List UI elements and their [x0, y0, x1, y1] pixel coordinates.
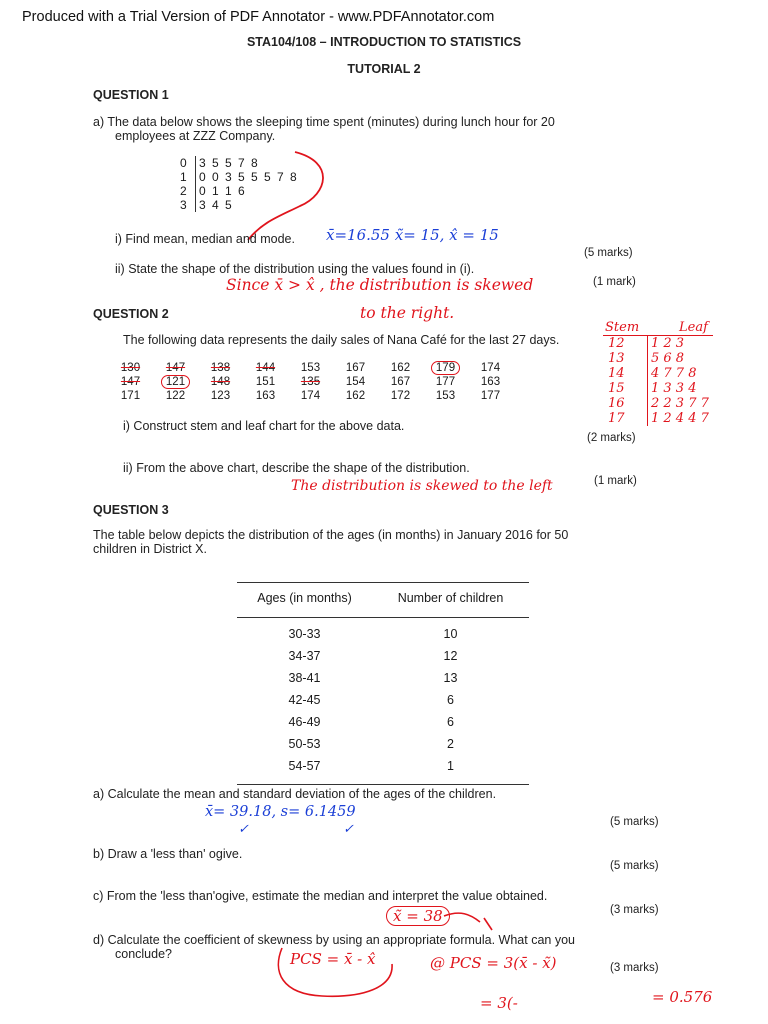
- table-row: 54-57 1: [237, 755, 529, 785]
- table-row: 42-45 6: [288, 693, 454, 707]
- q2-part-ii-answer: The distribution is skewed to the left: [291, 478, 553, 494]
- q3-part-b-marks: (5 marks): [610, 860, 659, 872]
- table-row: 12 1 2 3: [605, 336, 712, 351]
- arrow-annotation-icon: [440, 906, 510, 934]
- q3-part-d-answer-4: = 0.576: [652, 988, 713, 1006]
- q1-intro-2: employees at ZZZ Company.: [115, 129, 276, 143]
- stem-row: 2 0 1 1 6: [180, 184, 247, 198]
- q3-part-a-marks: (5 marks): [610, 816, 659, 828]
- q2-part-i-marks: (2 marks): [587, 432, 636, 444]
- table-header-row: Ages (in months) Number of children: [237, 583, 529, 618]
- table-row: 16 2 2 3 7 7: [605, 396, 712, 411]
- q3-part-d-marks: (3 marks): [610, 962, 659, 974]
- hand-leaf-header: Leaf: [679, 320, 708, 335]
- stem-row: 1 0 0 3 5 5 5 7 8: [180, 170, 299, 184]
- q3-part-d-answer-1: PCS = x̄ - x̂: [290, 950, 376, 968]
- q1-part-i-answer: x̄=16.55 x̃= 15, x̂ = 15: [326, 226, 499, 244]
- q1-part-i: i) Find mean, median and mode.: [115, 232, 295, 246]
- watermark-text: Produced with a Trial Version of PDF Annotator - www.PDFAnnotator.com: [22, 9, 495, 25]
- table-row: 13 5 6 8: [605, 351, 712, 366]
- tutorial-title: TUTORIAL 2: [347, 62, 421, 76]
- q3-part-d-2: conclude?: [115, 947, 172, 961]
- q2-handwritten-stem-leaf: [605, 320, 713, 426]
- q2-heading: QUESTION 2: [93, 307, 169, 321]
- table-row: 147 121 148 151 135 154 167 177 163: [120, 376, 501, 388]
- check-mark-icon: ✓: [238, 822, 249, 837]
- table-row: 14 4 7 7 8: [605, 366, 712, 381]
- q1-heading: QUESTION 1: [93, 88, 169, 102]
- q1-part-ii-marks: (1 mark): [593, 276, 636, 288]
- table-row: 15 1 3 3 4: [605, 381, 712, 396]
- table-row: 130 147 138 144 153 167 162 179 174: [120, 362, 501, 374]
- q2-part-ii: ii) From the above chart, describe the shape of the distribution.: [123, 461, 470, 475]
- q1-part-ii-answer-2: to the right.: [360, 304, 455, 322]
- q3-part-a: a) Calculate the mean and standard deviation of the ages of the children.: [93, 787, 497, 801]
- q2-sales-table: [108, 361, 513, 403]
- q2-part-ii-marks: (1 mark): [594, 475, 637, 487]
- q2-intro: The following data represents the daily sales of Nana Café for the last 27 days.: [123, 333, 560, 347]
- q2-part-i: i) Construct stem and leaf chart for the above data.: [123, 419, 405, 433]
- q3-heading: QUESTION 3: [93, 503, 169, 517]
- table-row: 17 1 2 4 4 7: [605, 411, 712, 426]
- table-row: 34-37 12: [288, 649, 458, 663]
- course-title: STA104/108 – INTRODUCTION TO STATISTICS: [246, 35, 522, 49]
- q1-part-ii: ii) State the shape of the distribution using the values found in (i).: [115, 262, 475, 276]
- q3-intro: The table below depicts the distribution of the ages (in months) in January 2016 for 50: [93, 528, 569, 542]
- stem-row: 3 3 4 5: [180, 198, 234, 212]
- q3-age-table: [237, 582, 529, 785]
- hand-stem-header: Stem: [605, 320, 640, 335]
- q3-part-c: c) From the 'less than'ogive, estimate the median and interpret the value obtained.: [93, 889, 548, 903]
- q1-part-i-marks: (5 marks): [584, 247, 633, 259]
- table-row: 46-49 6: [288, 715, 454, 729]
- q1-intro: a) The data below shows the sleeping time spent (minutes) during lunch hour for 20: [93, 115, 555, 129]
- q3-intro-2: children in District X.: [93, 542, 207, 556]
- check-mark-icon: ✓: [343, 822, 354, 837]
- q3-part-c-answer: x̃ = 38: [386, 906, 450, 926]
- q3-part-d-answer-3: = 3(-: [480, 994, 518, 1012]
- table-row: 38-41 13: [288, 671, 458, 685]
- stem-row: 0 3 5 5 7 8: [180, 156, 260, 170]
- table-row: 30-33 10: [288, 627, 458, 641]
- q3-part-a-answer: x̄= 39.18, s= 6.1459: [205, 804, 356, 820]
- q1-part-ii-answer: Since x̄ > x̂ , the distribution is skewed: [226, 276, 534, 294]
- q3-part-d-answer-2: @ PCS = 3(x̄ - x̃): [430, 954, 557, 972]
- q3-part-b: b) Draw a 'less than' ogive.: [93, 847, 243, 861]
- table-row: 50-53 2: [288, 737, 454, 751]
- q3-part-c-marks: (3 marks): [610, 904, 659, 916]
- table-row: 171 122 123 163 174 162 172 153 177: [120, 390, 501, 402]
- q3-part-d: d) Calculate the coefficient of skewness by using an appropriate formula. What can you: [93, 933, 575, 947]
